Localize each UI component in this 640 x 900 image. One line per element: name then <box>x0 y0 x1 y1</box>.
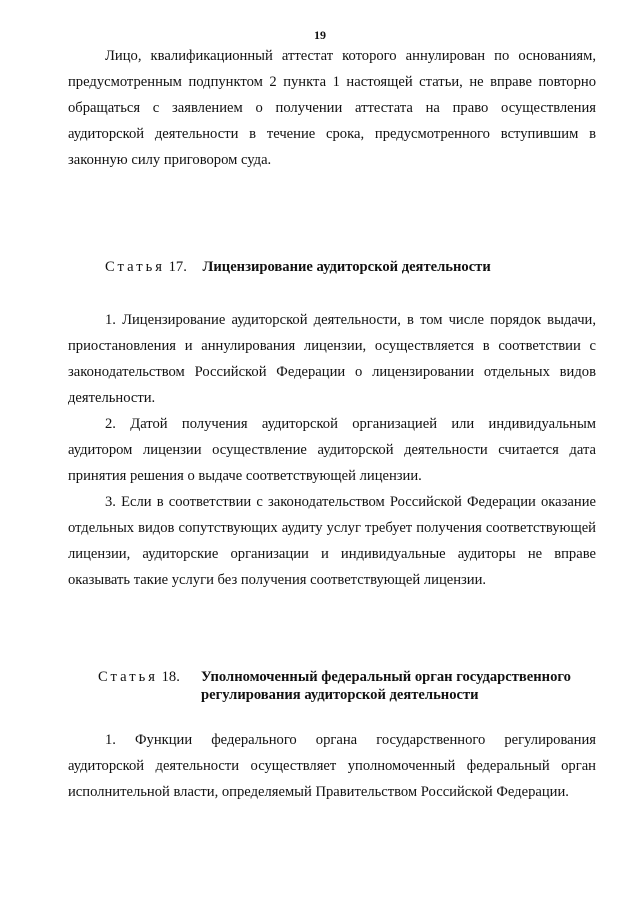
article-18-title-line-2: регулирования аудиторской деятельности <box>201 687 479 703</box>
article-18-title-line-1: Уполномоченный федеральный орган государственного <box>201 669 571 685</box>
article-17-paragraph-1: 1. Лицензирование аудиторской деятельности, в том числе порядок выдачи, приостановления и аннулирования лицензии, осуществляется в соответствии с законодательством Российской Федерации о лицензировании отдельных видов деятельности. <box>68 312 596 406</box>
article-18-heading <box>98 668 180 686</box>
page-number: 19 <box>314 28 326 42</box>
article-17-paragraph-2: 2. Датой получения аудиторской организацией или индивидуальным аудитором лицензии осуществление аудиторской деятельности считается дата принятия решения о выдаче соответствующей лицензии. <box>68 416 596 484</box>
article-18-body <box>68 727 596 805</box>
article-18-title <box>201 668 571 704</box>
article-18-label: Статья <box>98 669 158 685</box>
intro-paragraph: Лицо, квалификационный аттестат которого аннулирован по основаниям, предусмотренным подпунктом 2 пункта 1 настоящей статьи, не вправе повторно обращаться с заявлением о получении аттестата на право осуществления аудиторской деятельности в течение срока, предусмотренного вступившим в законную силу приговором суда. <box>68 48 596 168</box>
article-17-label: Статья <box>105 259 165 275</box>
article-17-paragraph-3: 3. Если в соответствии с законодательством Российской Федерации оказание отдельных видов сопутствующих аудиту услуг требует получения соответствующей лицензии, аудиторские организации и индивидуальные аудиторы не вправе оказывать такие услуги без получения соответствующей лицензии. <box>68 494 596 588</box>
article-17-title: Лицензирование аудиторской деятельности <box>202 259 491 275</box>
article-18-paragraph-1: 1. Функции федерального органа государственного регулирования аудиторской деятельности осуществляет уполномоченный федеральный орган исполнительной власти, определяемый Правительством Российской Федерации. <box>68 732 596 800</box>
article-17-heading <box>105 258 491 276</box>
article-18-number: 18. <box>161 669 180 685</box>
article-17-body <box>68 307 596 593</box>
intro-paragraph-block <box>68 43 596 173</box>
article-17-number: 17. <box>168 259 187 275</box>
